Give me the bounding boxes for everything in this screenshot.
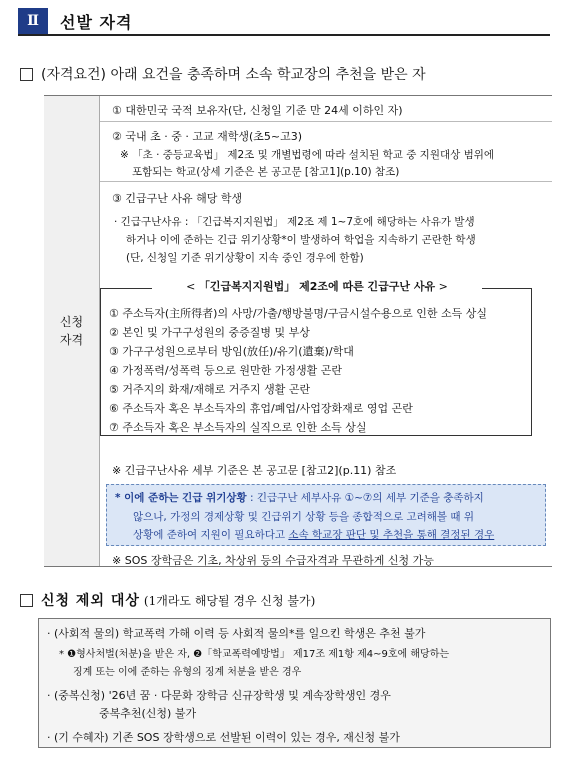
qualification-heading [20,64,426,84]
qualification-label-line1: 신청 [59,315,84,329]
exclusion-item-1-note-line1: * ❶형사처벌(처분)을 받은 자, ❷「학교폭력예방법」 제17조 제1항 제4~9호에 해당하는 [59,649,450,660]
item-3-bullet-line2: 하거나 이에 준하는 긴급 위기상황*이 발생하여 학업을 지속하기 곤란한 학생 [126,234,476,246]
qualification-label-cell [44,96,100,566]
exclusion-box [38,618,551,748]
square-bullet-icon [20,594,33,607]
section-title: 선발 자격 [60,12,133,32]
exclusion-item-1: · (사회적 물의) 학교폭력 가해 이력 등 사회적 물의*를 일으킨 학생은 추천 불가 [47,627,426,640]
exclusion-heading-sub: (1개라도 해당될 경우 신청 불가) [143,593,316,608]
section-divider [18,34,550,36]
crisis-note-bold: * 이에 준하는 긴급 위기상황 [115,492,247,504]
detail-criteria-note: ※ 긴급구난사유 세부 기준은 본 공고문 [참고2](p.11) 참조 [112,464,397,477]
emergency-reasons-box [100,288,532,436]
qualification-row-2 [100,122,552,182]
qualification-row-1 [100,96,552,122]
exclusion-heading-text: 신청 제외 대상 [41,593,140,609]
exclusion-item-2-line1: · (중복신청) '26년 꿈 · 다문화 장학금 신규장학생 및 계속장학생인 경우 [47,689,391,702]
qualification-row-3 [100,182,552,568]
sos-scholarship-note: ※ SOS 장학금은 기초, 차상위 등의 수급자격과 무관하게 신청 가능 [112,554,434,567]
emergency-reasons-title-bold: 「긴급복지지원법」 제2조에 따른 긴급구난 사유 [198,280,436,293]
reason-1: ① 주소득자(主所得者)의 사망/가출/행방불명/구금시설수용으로 인한 소득 상실 [109,307,487,320]
crisis-definition-note [106,484,546,546]
crisis-note-line1: : 긴급구난 세부사유 ①~⑦의 세부 기준을 충족하지 [246,492,484,504]
exclusion-heading [20,590,315,610]
qualification-heading-text: (자격요건) 아래 요건을 충족하며 소속 학교장의 추천을 받은 자 [41,67,426,83]
crisis-note-underlined: 소속 학교장 판단 및 추천을 통해 결정된 경우 [288,529,495,541]
emergency-reasons-title: < 「긴급복지지원법」 제2조에 따른 긴급구난 사유 > [152,278,482,298]
reason-3: ③ 가구구성원으로부터 방임(放任)/유기(遺棄)/학대 [109,345,354,358]
reason-5: ⑤ 거주지의 화재/재해로 거주지 생활 곤란 [109,383,311,396]
square-bullet-icon [20,68,33,81]
exclusion-item-3: · (기 수혜자) 기존 SOS 장학생으로 선발된 이력이 있는 경우, 재신청 불가 [47,731,400,744]
item-3-bullet-line1: · 긴급구난사유 : 「긴급복지지원법」 제2조 제 1~7호에 해당하는 사유가 발생 [114,216,475,228]
item-2-text: ② 국내 초 · 중 · 고교 재학생(초5~고3) [112,130,303,143]
qualification-table [44,95,552,567]
section-number-badge: Ⅱ [18,8,48,34]
reason-7: ⑦ 주소득자 혹은 부소득자의 실직으로 인한 소득 상실 [109,421,367,434]
crisis-note-line3: 상황에 준하여 지원이 필요하다고 [133,529,289,541]
item-2-note-line2: 포함되는 학교(상세 기준은 본 공고문 [참고1](p.10) 참조) [132,166,400,178]
item-2-note-line1: ※ 「초 · 중등교육법」 제2조 및 개별법령에 따라 설치된 학교 중 지원대상 범위에 [120,149,495,161]
item-3-bullet-line3: (단, 신청일 기준 위기상황이 지속 중인 경우에 한함) [126,252,364,264]
exclusion-item-2-line2: 중복추천(신청) 불가 [99,707,197,720]
reason-4: ④ 가정폭력/성폭력 등으로 원만한 가정생활 곤란 [109,364,342,377]
reason-6: ⑥ 주소득자 혹은 부소득자의 휴업/폐업/사업장화재로 영업 곤란 [109,402,413,415]
exclusion-item-1-note-line2: 징계 또는 이에 준하는 유형의 징계 처분을 받은 경우 [73,667,302,678]
reason-2: ② 본인 및 가구구성원의 중증질병 및 부상 [109,326,310,339]
section-header [18,8,132,34]
item-1-text: ① 대한민국 국적 보유자(단, 신청일 기준 만 24세 이하인 자) [112,104,403,117]
item-3-text: ③ 긴급구난 사유 해당 학생 [112,192,243,205]
qualification-label-line2: 자격 [59,333,84,347]
crisis-note-line2: 않으나, 가정의 경제상황 및 긴급위기 상황 등을 종합적으로 고려해볼 때 위 [133,511,475,523]
